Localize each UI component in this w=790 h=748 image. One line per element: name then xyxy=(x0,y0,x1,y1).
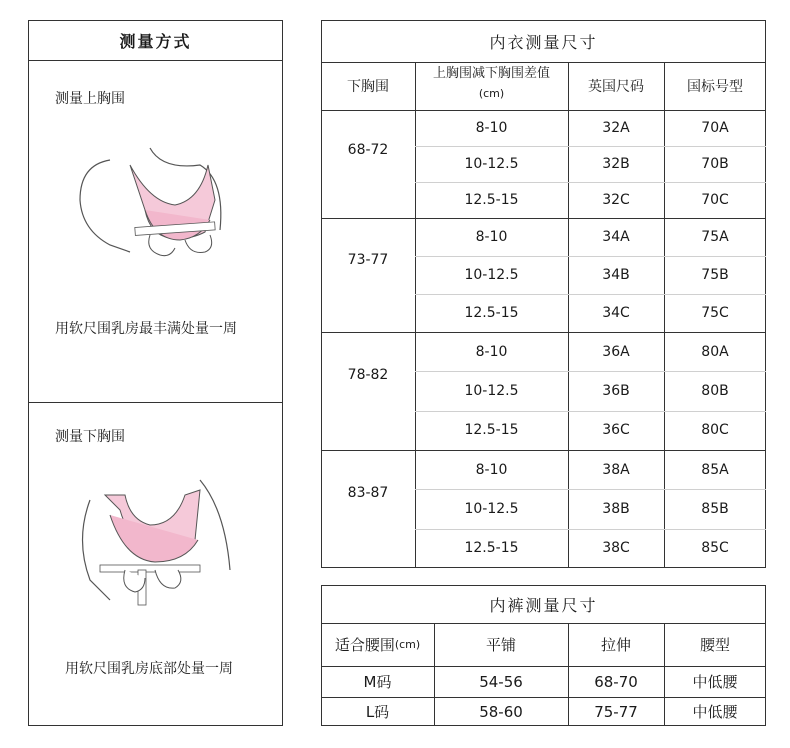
diff-cell: 10-12.5 xyxy=(464,267,519,283)
panty-header-waist-unit: (cm) xyxy=(394,638,421,651)
uk-size-cell: 34B xyxy=(602,267,630,283)
panty-header-waist-type: 腰型 xyxy=(699,636,730,654)
header-bust-diff xyxy=(415,64,568,108)
panty-waist-type-cell: 中低腰 xyxy=(692,703,738,721)
panty-flat-cell: 54-56 xyxy=(479,672,523,691)
header-bust-diff-label: 上胸围减下胸围差值 xyxy=(432,66,550,81)
uk-size-cell: 36B xyxy=(602,382,630,399)
panty-stretch-cell: 75-77 xyxy=(594,702,638,721)
cn-size-cell: 85C xyxy=(701,540,729,557)
uk-size-cell: 36A xyxy=(602,343,630,360)
cn-size-cell: 85A xyxy=(701,461,729,478)
lower-bust-title: 测量下胸围 xyxy=(55,429,125,445)
underbust-cell: 68-72 xyxy=(347,142,389,159)
panty-header-waist-label: 适合腰围 xyxy=(334,636,395,654)
diff-cell: 12.5-15 xyxy=(464,192,519,208)
lower-bust-illustration xyxy=(50,470,240,620)
panty-stretch-cell: 68-70 xyxy=(594,672,638,691)
underbust-cell: 73-77 xyxy=(347,252,389,269)
panty-waist-type-cell: 中低腰 xyxy=(692,673,738,691)
diff-cell: 10-12.5 xyxy=(464,500,519,517)
uk-size-cell: 38A xyxy=(602,461,630,478)
uk-size-cell: 38C xyxy=(602,540,630,557)
cn-size-cell: 75B xyxy=(701,267,729,283)
uk-size-cell: 32B xyxy=(602,156,630,172)
uk-size-cell: 36C xyxy=(602,422,630,439)
panty-header-flat: 平铺 xyxy=(485,636,516,654)
cn-size-cell: 80A xyxy=(701,343,729,360)
measure-method-header: 测量方式 xyxy=(119,31,192,51)
lower-tape xyxy=(100,565,200,572)
cn-size-cell: 70B xyxy=(701,156,729,172)
uk-size-cell: 34C xyxy=(602,305,630,321)
panty-table-title: 内裤测量尺寸 xyxy=(489,595,598,615)
uk-size-cell: 32C xyxy=(602,192,630,208)
diff-cell: 8-10 xyxy=(475,343,508,360)
panty-header-stretch: 拉伸 xyxy=(600,636,631,654)
header-uk-size: 英国尺码 xyxy=(588,79,644,95)
measure-method-panel xyxy=(28,20,283,726)
lower-hand-right xyxy=(155,570,181,588)
lower-bust-caption: 用软尺围乳房底部处量一周 xyxy=(65,661,233,677)
upper-bust-title: 测量上胸围 xyxy=(55,91,125,107)
cn-size-cell: 75A xyxy=(701,229,729,245)
uk-size-cell: 34A xyxy=(602,229,630,245)
panty-header-waist xyxy=(321,623,434,666)
upper-bust-caption: 用软尺围乳房最丰满处量一周 xyxy=(55,321,237,337)
upper-torso-outline xyxy=(80,160,130,252)
diff-cell: 8-10 xyxy=(475,229,508,245)
cn-size-cell: 70C xyxy=(701,192,729,208)
lower-torso-right xyxy=(200,480,230,570)
uk-size-cell: 32A xyxy=(602,120,630,136)
header-bust-diff-unit: (cm) xyxy=(478,87,505,100)
panty-flat-cell: 58-60 xyxy=(479,702,523,721)
diff-cell: 12.5-15 xyxy=(464,305,519,321)
diff-cell: 8-10 xyxy=(475,120,508,136)
header-cn-size: 国标号型 xyxy=(687,79,743,95)
uk-size-cell: 38B xyxy=(602,500,630,517)
diff-cell: 10-12.5 xyxy=(464,156,519,172)
lower-torso-outline xyxy=(83,500,111,600)
cn-size-cell: 70A xyxy=(701,120,729,136)
panty-size-cell: M码 xyxy=(363,673,392,691)
panty-size-cell: L码 xyxy=(365,703,390,721)
upper-bust-illustration xyxy=(50,140,240,270)
underbust-cell: 83-87 xyxy=(347,485,389,502)
cn-size-cell: 80B xyxy=(701,382,729,399)
cn-size-cell: 75C xyxy=(701,305,729,321)
header-underbust: 下胸围 xyxy=(347,79,389,95)
bra-table-title: 内衣测量尺寸 xyxy=(489,32,598,52)
underbust-cell: 78-82 xyxy=(347,367,389,384)
diff-cell: 8-10 xyxy=(475,461,508,478)
cn-size-cell: 85B xyxy=(701,500,729,517)
cn-size-cell: 80C xyxy=(701,422,729,439)
diff-cell: 12.5-15 xyxy=(464,422,519,439)
diff-cell: 10-12.5 xyxy=(464,382,519,399)
diff-cell: 12.5-15 xyxy=(464,540,519,557)
